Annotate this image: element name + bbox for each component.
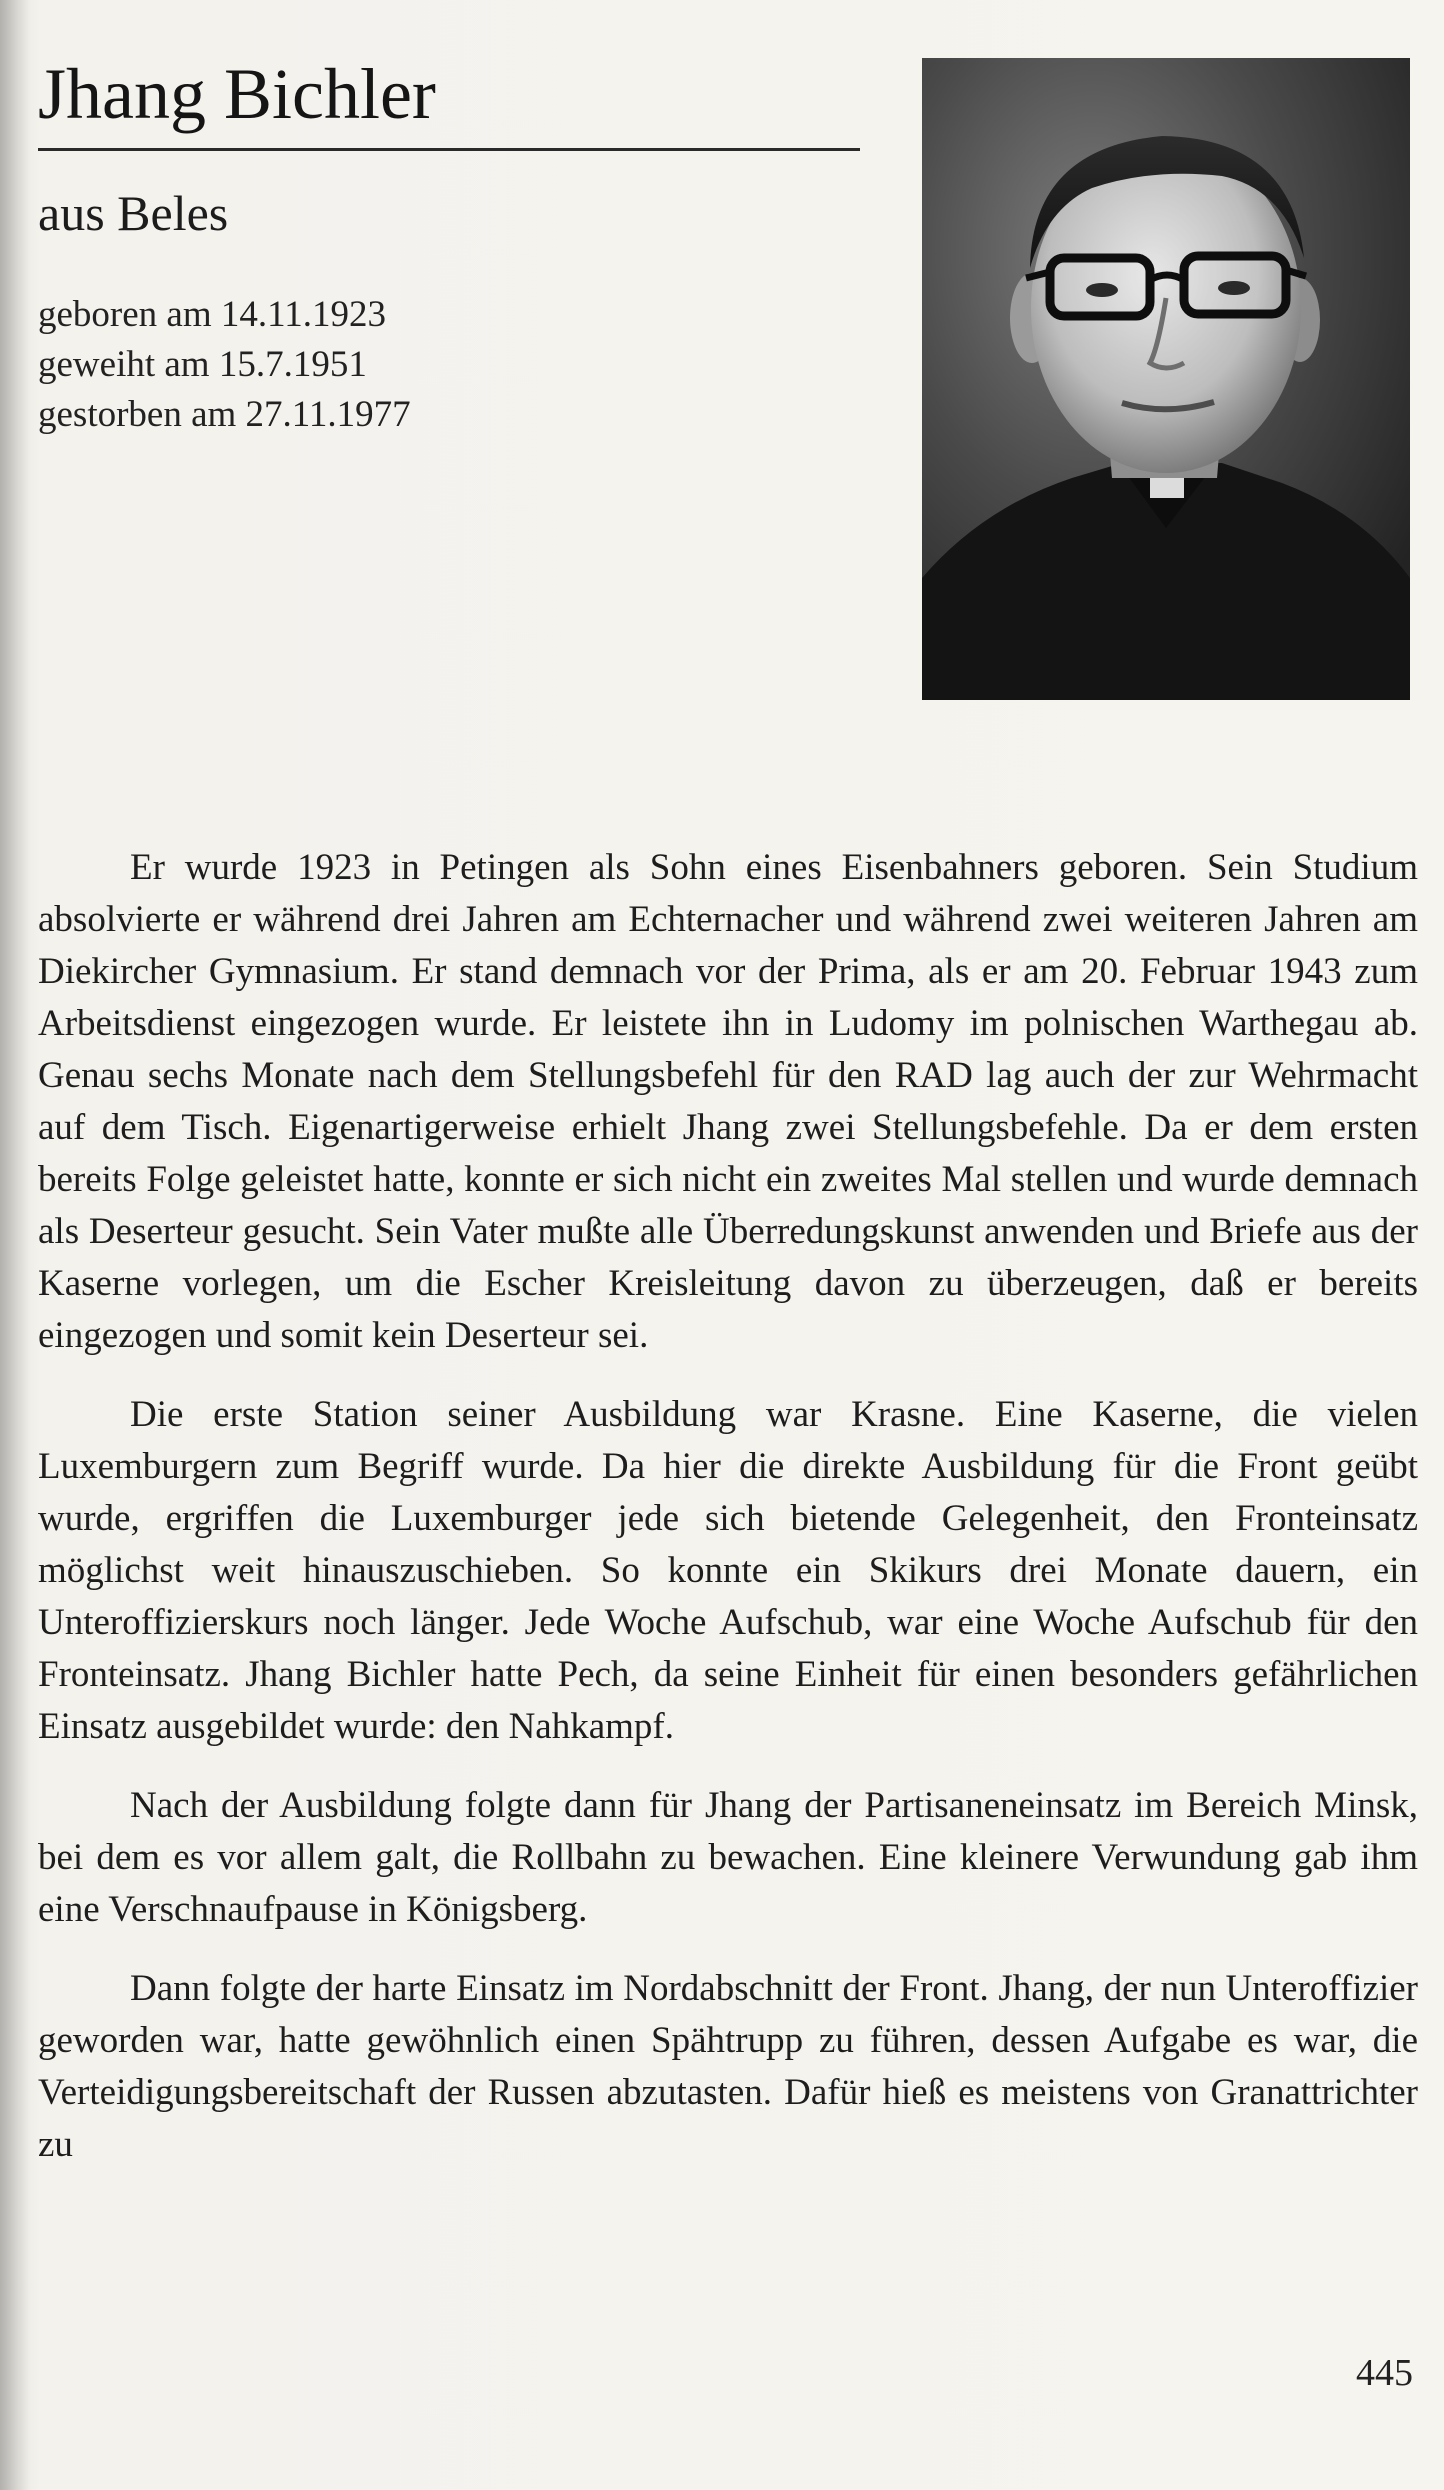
page-number: 445 bbox=[1356, 2352, 1413, 2394]
page-title: Jhang Bichler bbox=[38, 54, 436, 134]
paragraph: Er wurde 1923 in Petingen als Sohn eines Eisenbahners geboren. Sein Studium absolvierte er während drei Jahren am Echternacher und während zwei weiteren Jahren am Diekircher Gymnasium. Er stand demnach vor der Prima, als er am 20. Februar 1943 zum Arbeitsdienst eingezogen wurde. Er leistete ihn in Ludomy im polnischen Warthegau ab. Genau sechs Monate nach dem Stellungsbefehl für den RAD lag auch der zur Wehrmacht auf dem Tisch. Eigenartigerweise erhielt Jhang zwei Stellungsbefehle. Da er dem ersten bereits Folge geleistet hatte, konnte er sich nicht ein zweites Mal stellen und wurde demnach als Deserteur gesucht. Sein Vater mußte alle Überredungskunst anwenden und Briefe aus der Kaserne vorlegen, um die Escher Kreisleitung davon zu überzeugen, daß er bereits eingezogen und somit kein Deserteur sei. bbox=[38, 847, 1418, 1356]
birth-date: geboren am 14.11.1923 bbox=[38, 294, 386, 335]
book-gutter-shadow bbox=[0, 0, 30, 2490]
death-date: gestorben am 27.11.1977 bbox=[38, 394, 411, 435]
paragraph: Nach der Ausbildung folgte dann für Jhang der Partisaneneinsatz im Bereich Minsk, bei dem es vor allem galt, die Rollbahn zu bewachen. Eine kleinere Verwundung gab ihm eine Verschnaufpause in Königsberg. bbox=[38, 1785, 1418, 1930]
paragraph: Die erste Station seiner Ausbildung war Krasne. Eine Kaserne, die vielen Luxemburgern zum Begriff wurde. Da hier die direkte Ausbildung für die Front geübt wurde, ergriffen die Luxemburger jede sich bietende Gelegenheit, den Fronteinsatz möglichst weit hinauszuschieben. So konnte ein Skikurs drei Monate dauern, ein Unteroffizierskurs noch länger. Jede Woche Aufschub, war eine Woche Aufschub für den Fronteinsatz. Jhang Bichler hatte Pech, da seine Einheit für einen besonders gefährlichen Einsatz ausgebildet wurde: den Nahkampf. bbox=[38, 1394, 1418, 1747]
life-dates bbox=[38, 290, 411, 440]
portrait-photo bbox=[922, 58, 1410, 700]
paragraph: Dann folgte der harte Einsatz im Nordabschnitt der Front. Jhang, der nun Unteroffizier geworden war, hatte gewöhnlich einen Spähtrupp zu führen, dessen Aufgabe es war, die Verteidigungsbereitschaft der Russen abzutasten. Dafür hieß es meistens von Granattrichter zu bbox=[38, 1968, 1418, 2165]
title-underline bbox=[38, 148, 860, 151]
origin-line: aus Beles bbox=[38, 185, 229, 241]
biography-text bbox=[38, 842, 1418, 2198]
priest-portrait-icon bbox=[922, 58, 1410, 700]
ordination-date: geweiht am 15.7.1951 bbox=[38, 344, 367, 385]
